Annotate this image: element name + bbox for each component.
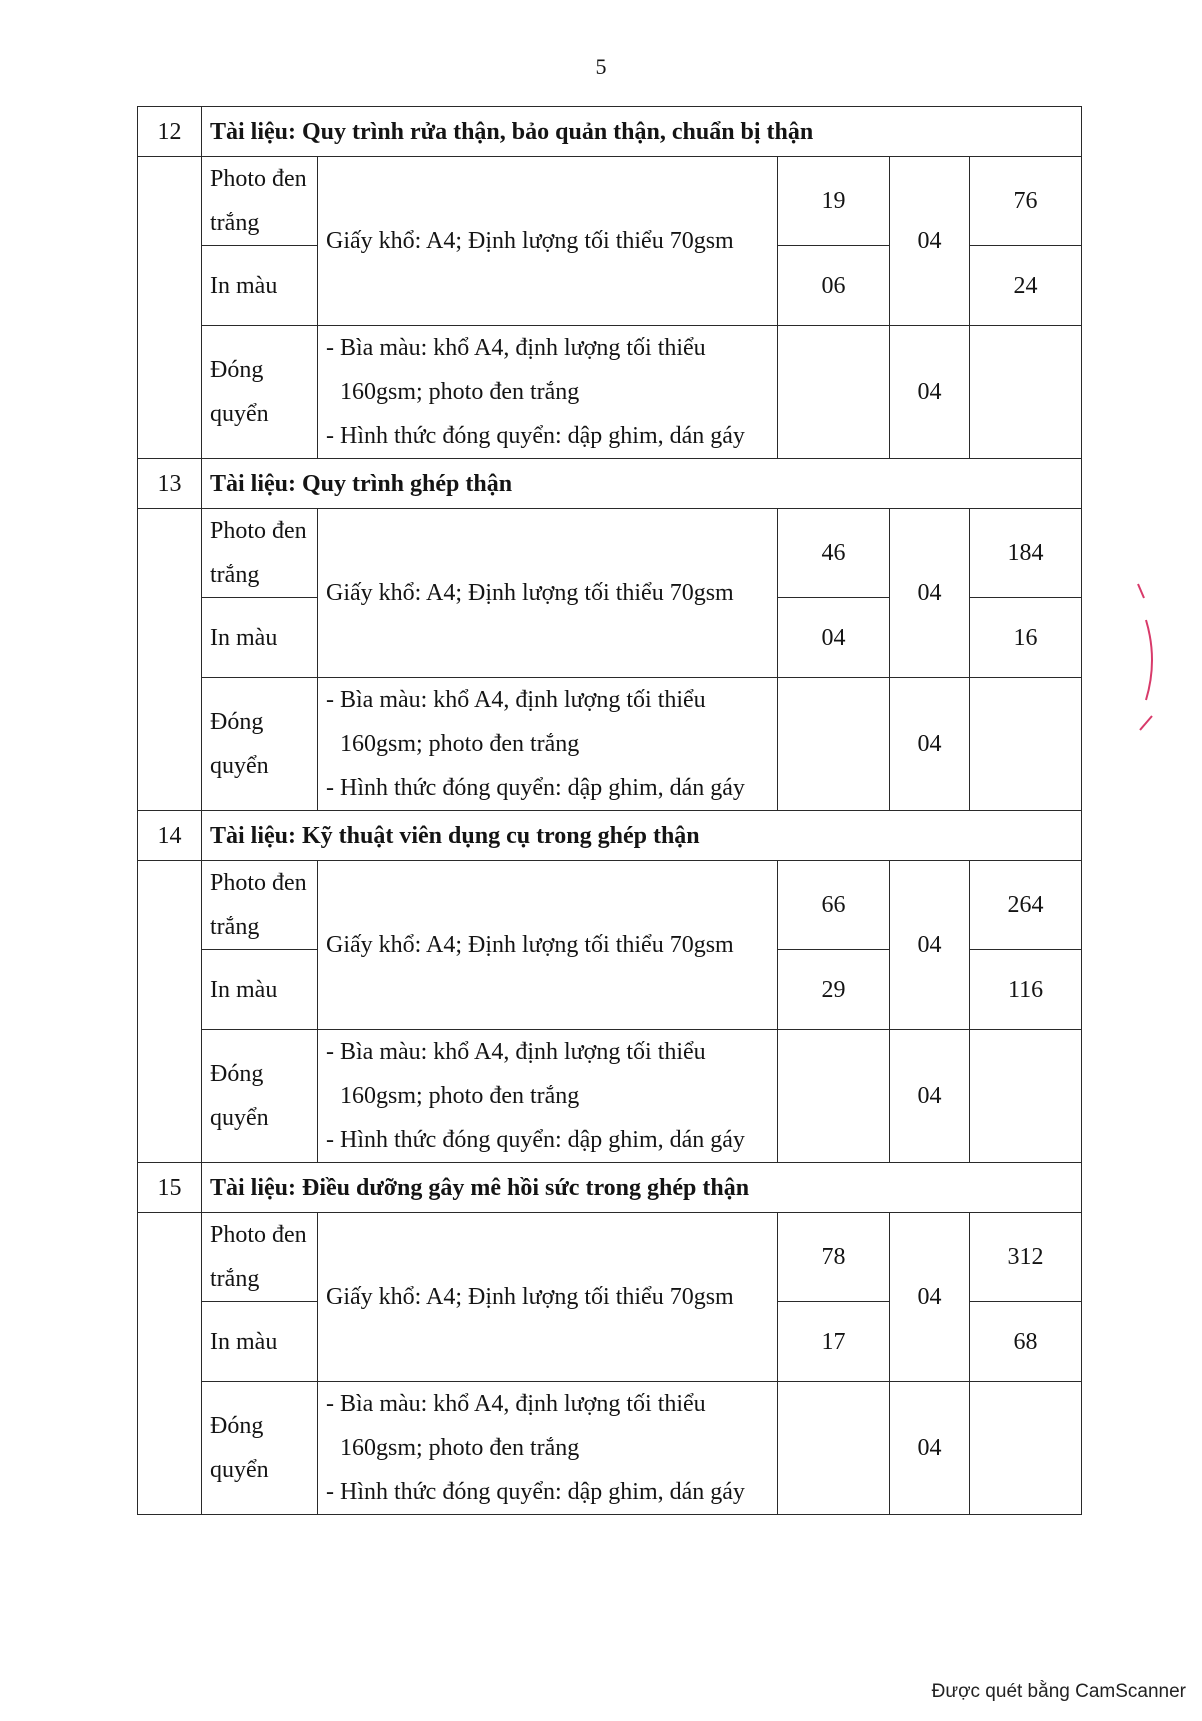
binding-total-empty xyxy=(970,1382,1082,1515)
item-number: 14 xyxy=(138,811,202,861)
item-title-row xyxy=(138,107,1082,157)
item-title-row xyxy=(138,1163,1082,1213)
photo-label: Photo đen trắng xyxy=(202,861,318,950)
binding-spec-cell xyxy=(318,1030,778,1163)
copies: 04 xyxy=(890,861,970,1030)
red-stamp-mark-icon xyxy=(1134,580,1160,740)
color-label: In màu xyxy=(202,598,318,678)
item-number: 15 xyxy=(138,1163,202,1213)
binding-spec-cell xyxy=(318,326,778,459)
color-pages: 06 xyxy=(778,246,890,326)
number-spacer xyxy=(138,1213,202,1515)
color-pages: 17 xyxy=(778,1302,890,1382)
binding-spec-line: - Hình thức đóng quyển: dập ghim, dán gáy xyxy=(326,423,745,449)
binding-copies: 04 xyxy=(890,678,970,811)
binding-spec-cell xyxy=(318,678,778,811)
color-label: In màu xyxy=(202,950,318,1030)
copies: 04 xyxy=(890,509,970,678)
color-pages: 29 xyxy=(778,950,890,1030)
color-label: In màu xyxy=(202,246,318,326)
color-total: 116 xyxy=(970,950,1082,1030)
color-total: 16 xyxy=(970,598,1082,678)
binding-label: Đóng quyển xyxy=(202,1382,318,1515)
cover-spec-line2: 160gsm; photo đen trắng xyxy=(340,379,580,405)
binding-pages-empty xyxy=(778,1382,890,1515)
photo-total: 264 xyxy=(970,861,1082,950)
photo-total: 184 xyxy=(970,509,1082,598)
binding-pages-empty xyxy=(778,326,890,459)
photo-row xyxy=(138,509,1082,598)
photo-row xyxy=(138,157,1082,246)
paper-spec: Giấy khổ: A4; Định lượng tối thiểu 70gsm xyxy=(318,1213,778,1382)
binding-copies: 04 xyxy=(890,1030,970,1163)
binding-row xyxy=(138,1030,1082,1163)
binding-total-empty xyxy=(970,1030,1082,1163)
binding-spec-line: - Hình thức đóng quyển: dập ghim, dán gáy xyxy=(326,775,745,801)
cover-spec-line1: - Bìa màu: khổ A4, định lượng tối thiểu xyxy=(326,1391,706,1417)
binding-spec-line: - Hình thức đóng quyển: dập ghim, dán gáy xyxy=(326,1127,745,1153)
cover-spec-line1: - Bìa màu: khổ A4, định lượng tối thiểu xyxy=(326,335,706,361)
photo-total: 312 xyxy=(970,1213,1082,1302)
item-title: Tài liệu: Quy trình ghép thận xyxy=(202,459,1082,509)
scanner-footer: Được quét bằng CamScanner xyxy=(931,1681,1186,1702)
item-title-row xyxy=(138,811,1082,861)
photo-label: Photo đen trắng xyxy=(202,509,318,598)
item-number: 13 xyxy=(138,459,202,509)
photo-pages: 19 xyxy=(778,157,890,246)
photo-row xyxy=(138,861,1082,950)
cover-spec-line2: 160gsm; photo đen trắng xyxy=(340,1435,580,1461)
color-label: In màu xyxy=(202,1302,318,1382)
photo-label: Photo đen trắng xyxy=(202,1213,318,1302)
binding-row xyxy=(138,678,1082,811)
copies: 04 xyxy=(890,1213,970,1382)
binding-pages-empty xyxy=(778,1030,890,1163)
item-title-row xyxy=(138,459,1082,509)
cover-spec-line1: - Bìa màu: khổ A4, định lượng tối thiểu xyxy=(326,687,706,713)
cover-spec-line2: 160gsm; photo đen trắng xyxy=(340,1083,580,1109)
binding-pages-empty xyxy=(778,678,890,811)
binding-row xyxy=(138,326,1082,459)
page-number: 5 xyxy=(595,54,607,79)
binding-label: Đóng quyển xyxy=(202,326,318,459)
item-title: Tài liệu: Điều dưỡng gây mê hồi sức trong ghép thận xyxy=(202,1163,1082,1213)
binding-row xyxy=(138,1382,1082,1515)
photo-label: Photo đen trắng xyxy=(202,157,318,246)
photo-pages: 78 xyxy=(778,1213,890,1302)
binding-total-empty xyxy=(970,326,1082,459)
paper-spec: Giấy khổ: A4; Định lượng tối thiểu 70gsm xyxy=(318,509,778,678)
photo-pages: 46 xyxy=(778,509,890,598)
binding-spec-line: - Hình thức đóng quyển: dập ghim, dán gáy xyxy=(326,1479,745,1505)
binding-copies: 04 xyxy=(890,326,970,459)
number-spacer xyxy=(138,157,202,459)
cover-spec-line1: - Bìa màu: khổ A4, định lượng tối thiểu xyxy=(326,1039,706,1065)
binding-copies: 04 xyxy=(890,1382,970,1515)
photo-row xyxy=(138,1213,1082,1302)
item-number: 12 xyxy=(138,107,202,157)
binding-total-empty xyxy=(970,678,1082,811)
binding-label: Đóng quyển xyxy=(202,1030,318,1163)
photo-pages: 66 xyxy=(778,861,890,950)
color-total: 68 xyxy=(970,1302,1082,1382)
cover-spec-line2: 160gsm; photo đen trắng xyxy=(340,731,580,757)
item-title: Tài liệu: Kỹ thuật viên dụng cụ trong ghép thận xyxy=(202,811,1082,861)
copies: 04 xyxy=(890,157,970,326)
color-pages: 04 xyxy=(778,598,890,678)
number-spacer xyxy=(138,861,202,1163)
item-title: Tài liệu: Quy trình rửa thận, bảo quản thận, chuẩn bị thận xyxy=(202,107,1082,157)
paper-spec: Giấy khổ: A4; Định lượng tối thiểu 70gsm xyxy=(318,861,778,1030)
binding-spec-cell xyxy=(318,1382,778,1515)
color-total: 24 xyxy=(970,246,1082,326)
photo-total: 76 xyxy=(970,157,1082,246)
paper-spec: Giấy khổ: A4; Định lượng tối thiểu 70gsm xyxy=(318,157,778,326)
binding-label: Đóng quyển xyxy=(202,678,318,811)
document-table xyxy=(137,106,1082,1515)
number-spacer xyxy=(138,509,202,811)
